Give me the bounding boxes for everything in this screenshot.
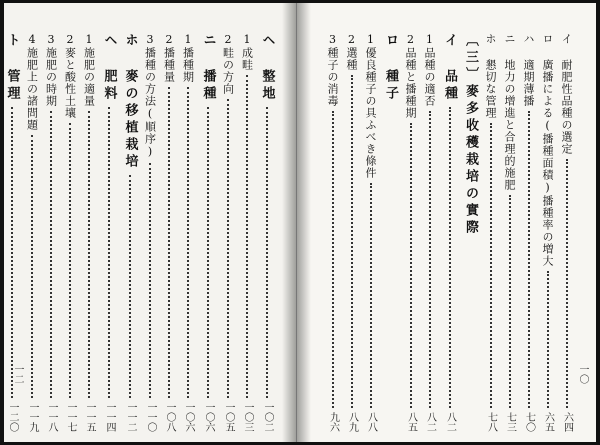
leader-dots bbox=[410, 123, 412, 408]
toc-entry bbox=[542, 33, 553, 432]
toc-entry-page: 一一四 bbox=[104, 402, 115, 432]
toc-entry-label: 1施肥の適量 bbox=[82, 33, 96, 107]
toc-entry bbox=[223, 33, 234, 432]
toc-entry bbox=[27, 33, 38, 432]
leader-dots bbox=[370, 183, 372, 408]
right-toc-columns bbox=[315, 33, 577, 432]
toc-entry-page: 一〇八 bbox=[164, 402, 175, 432]
toc-entry bbox=[46, 33, 57, 432]
toc-entry-label: 1優良種子の具ふべき條件 bbox=[364, 33, 377, 179]
toc-entry-page: 一一〇 bbox=[145, 402, 156, 432]
toc-entry-page: 一一七 bbox=[65, 402, 76, 432]
toc-entry-label: 1品種の適否 bbox=[423, 33, 436, 107]
toc-entry-label: 2麥と酸性土壤 bbox=[63, 33, 77, 119]
toc-entry-label: 4施肥上の諸問題 bbox=[25, 33, 39, 131]
toc-entry-page: 一二〇 bbox=[7, 402, 18, 432]
toc-entry-page: 八五 bbox=[405, 412, 417, 432]
leader-dots bbox=[266, 107, 268, 398]
toc-entry-page: 八八 bbox=[365, 412, 377, 432]
toc-entry-label: イ 耐肥性品種の選定 bbox=[560, 33, 573, 155]
leader-dots bbox=[490, 123, 492, 408]
toc-entry-label: 3播種の方法(順序) bbox=[143, 33, 157, 159]
toc-entry bbox=[124, 33, 137, 432]
gutter-shadow bbox=[297, 3, 311, 442]
leader-dots bbox=[351, 75, 353, 408]
toc-entry-page: 八九 bbox=[346, 412, 358, 432]
toc-entry-page: 八二 bbox=[424, 412, 436, 432]
toc-entry-label: 1成畦 bbox=[240, 33, 254, 71]
leader-dots bbox=[149, 163, 151, 398]
toc-entry bbox=[65, 33, 76, 432]
toc-entry-label: 2選種 bbox=[345, 33, 358, 71]
toc-entry-page: 一〇三 bbox=[242, 402, 253, 432]
toc-entry bbox=[145, 33, 156, 432]
right-page bbox=[297, 3, 597, 442]
leader-dots bbox=[429, 111, 431, 408]
toc-entry-label: ニ 播種 bbox=[200, 33, 216, 103]
toc-entry-page: 一一五 bbox=[84, 402, 95, 432]
toc-entry-label: ロ 種子 bbox=[383, 33, 398, 103]
toc-entry-label: ヘ 肥料 bbox=[101, 33, 117, 103]
leader-dots bbox=[207, 107, 209, 398]
toc-entry bbox=[202, 33, 215, 432]
toc-entry bbox=[485, 33, 496, 432]
leader-dots bbox=[88, 111, 90, 398]
toc-entry-label: ハ 適期薄播 bbox=[522, 33, 535, 107]
toc-entry bbox=[523, 33, 534, 432]
gutter-shadow bbox=[282, 3, 296, 442]
leader-dots bbox=[246, 75, 248, 398]
toc-entry-label: ホ 麥の移植栽培 bbox=[122, 33, 138, 171]
leader-dots bbox=[31, 135, 33, 398]
toc-entry-page: 一〇五 bbox=[223, 402, 234, 432]
toc-entry-page: 九六 bbox=[327, 412, 339, 432]
left-toc-columns bbox=[4, 33, 278, 432]
toc-entry bbox=[261, 33, 274, 432]
toc-entry-label: 1播種期 bbox=[181, 33, 195, 83]
toc-entry-label: イ 品種 bbox=[442, 33, 457, 103]
toc-entry-page: 一一九 bbox=[27, 402, 38, 432]
leader-dots bbox=[227, 99, 229, 398]
toc-entry-page: 一〇六 bbox=[183, 402, 194, 432]
right-page-number: 一〇 bbox=[577, 364, 588, 384]
leader-dots bbox=[129, 175, 131, 398]
toc-entry bbox=[346, 33, 357, 432]
toc-entry-label: ニ 地力の增進と合理的施肥 bbox=[503, 33, 516, 191]
toc-entry-label: ホ 懇切な管理 bbox=[484, 33, 497, 119]
toc-entry-label: ヘ 整地 bbox=[259, 33, 275, 103]
toc-entry-page: 六五 bbox=[542, 412, 554, 432]
leader-dots bbox=[187, 87, 189, 398]
leader-dots bbox=[332, 111, 334, 408]
toc-entry bbox=[365, 33, 376, 432]
leader-dots bbox=[168, 87, 170, 398]
toc-entry bbox=[242, 33, 253, 432]
toc-entry-label: ト 管理 bbox=[4, 33, 20, 103]
toc-entry-page: 一〇二 bbox=[262, 402, 273, 432]
leader-dots bbox=[11, 107, 13, 398]
toc-entry-label: 3施肥の時期 bbox=[44, 33, 58, 107]
toc-entry bbox=[561, 33, 572, 432]
leader-dots bbox=[528, 111, 530, 408]
toc-entry-label: 3種子の消毒 bbox=[326, 33, 339, 107]
book-spread bbox=[4, 3, 596, 442]
toc-entry bbox=[384, 33, 397, 432]
toc-entry-page: 八二 bbox=[444, 412, 456, 432]
toc-entry bbox=[464, 33, 477, 432]
toc-entry bbox=[327, 33, 338, 432]
toc-entry-label: 〔三〕麥多收穫栽培の實際 bbox=[463, 33, 478, 237]
toc-entry-label: 2品種と播種期 bbox=[404, 33, 417, 119]
leader-dots bbox=[509, 195, 511, 408]
toc-entry-label: 2畦の方向 bbox=[221, 33, 235, 95]
leader-dots bbox=[547, 271, 549, 408]
leader-dots bbox=[69, 123, 71, 398]
toc-entry bbox=[103, 33, 116, 432]
toc-entry bbox=[504, 33, 515, 432]
toc-entry-label: ロ 廣播による(播種面積)播種率の増大 bbox=[541, 33, 554, 267]
toc-entry-page: 七〇 bbox=[523, 412, 535, 432]
toc-entry-page: 六四 bbox=[561, 412, 573, 432]
leader-dots bbox=[566, 159, 568, 408]
toc-entry-page: 一一二 bbox=[125, 402, 136, 432]
toc-entry-page: 一〇六 bbox=[203, 402, 214, 432]
toc-entry-page: 一一八 bbox=[46, 402, 57, 432]
toc-entry-page: 七八 bbox=[485, 412, 497, 432]
toc-entry-label: 2播種量 bbox=[162, 33, 176, 83]
toc-entry bbox=[443, 33, 456, 432]
toc-entry bbox=[183, 33, 194, 432]
leader-dots bbox=[108, 107, 110, 398]
left-page-number: 一二 bbox=[12, 364, 23, 384]
toc-entry bbox=[84, 33, 95, 432]
toc-entry bbox=[164, 33, 175, 432]
toc-entry-page: 七三 bbox=[504, 412, 516, 432]
leader-dots bbox=[449, 107, 451, 408]
toc-entry bbox=[405, 33, 416, 432]
toc-entry bbox=[424, 33, 435, 432]
left-page bbox=[4, 3, 297, 442]
leader-dots bbox=[50, 111, 52, 398]
